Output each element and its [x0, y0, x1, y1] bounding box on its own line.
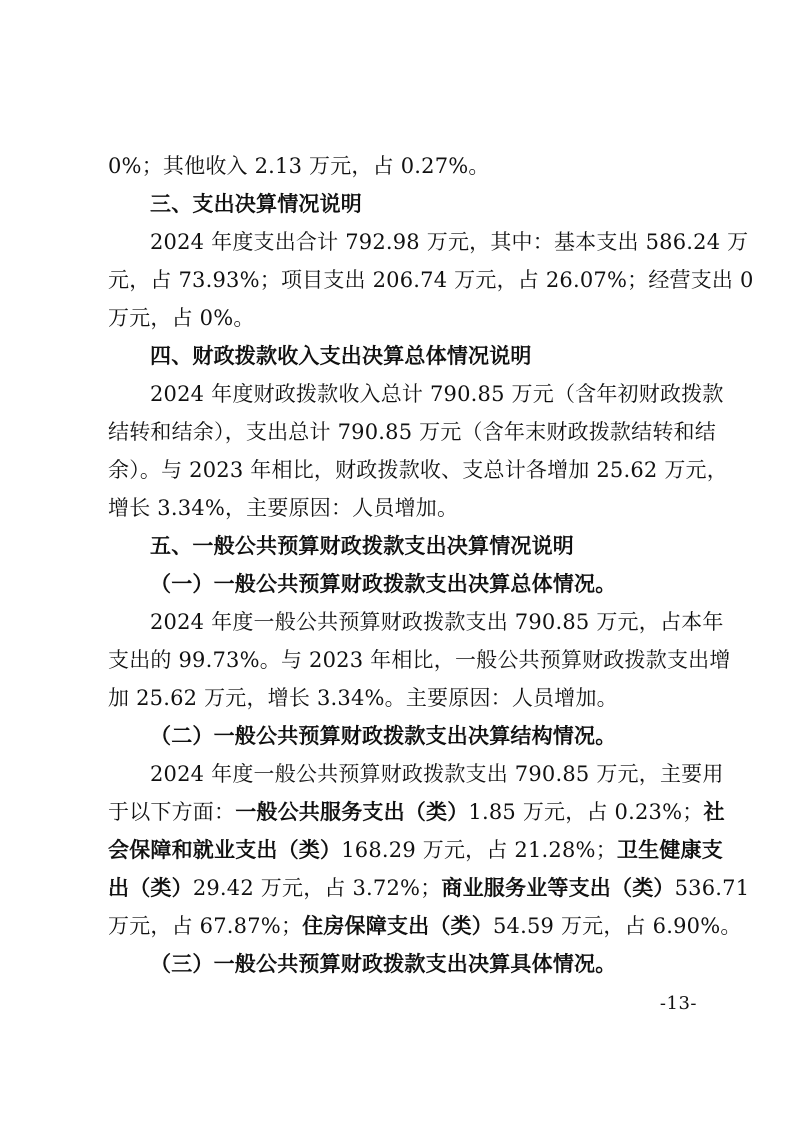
- paragraph-line: 元，占 73.93%；项目支出 206.74 万元，占 26.07%；经营支出 0: [108, 268, 754, 292]
- paragraph-line: [108, 874, 750, 902]
- subsection-heading-details: （三）一般公共预算财政拨款支出决算具体情况。: [150, 952, 617, 976]
- paragraph-line: [108, 836, 723, 864]
- text-run: 54.59 万元，占 6.90%。: [492, 914, 742, 938]
- text-run: 1.85 万元，占 0.23%；: [468, 800, 704, 824]
- category-label: 一般公共服务支出（类）: [235, 800, 469, 824]
- text-run: 29.42 万元，占 3.72%；: [192, 876, 442, 900]
- paragraph-line: 结转和结余），支出总计 790.85 万元（含年末财政拨款结转和结: [108, 420, 716, 444]
- category-label: 会保障和就业支出（类）: [108, 838, 342, 862]
- section-heading-general-budget: 五、一般公共预算财政拨款支出决算情况说明: [150, 534, 574, 558]
- text-run: 万元，占 67.87%；: [108, 914, 303, 938]
- section-heading-fiscal-total: 四、财政拨款收入支出决算总体情况说明: [150, 344, 532, 368]
- category-label: 商业服务业等支出（类）: [441, 876, 675, 900]
- paragraph-line: 增长 3.34%，主要原因：人员增加。: [108, 496, 459, 520]
- paragraph-line: 2024 年度财政拨款收入总计 790.85 万元（含年初财政拨款: [150, 382, 724, 406]
- paragraph-line: [108, 912, 742, 940]
- category-label: 卫生健康支: [616, 838, 723, 862]
- category-label: 出（类）: [108, 876, 193, 900]
- text-run: 168.29 万元，占 21.28%；: [341, 838, 617, 862]
- subsection-heading-overall: （一）一般公共预算财政拨款支出决算总体情况。: [150, 572, 617, 596]
- paragraph-line: 2024 年度一般公共预算财政拨款支出 790.85 万元，占本年: [150, 610, 724, 634]
- text-run: 536.71: [674, 876, 750, 900]
- subsection-heading-structure: （二）一般公共预算财政拨款支出决算结构情况。: [150, 724, 617, 748]
- page-number: -13-: [659, 993, 697, 1014]
- paragraph-line: 2024 年度支出合计 792.98 万元，其中：基本支出 586.24 万: [150, 230, 749, 254]
- paragraph-line: 加 25.62 万元，增长 3.34%。主要原因：人员增加。: [108, 686, 618, 710]
- category-label: 社: [703, 800, 725, 824]
- paragraph-line: [108, 798, 725, 826]
- paragraph-line: 支出的 99.73%。与 2023 年相比，一般公共预算财政拨款支出增: [108, 648, 731, 672]
- paragraph-line: 万元，占 0%。: [108, 306, 255, 330]
- section-heading-expenditure: 三、支出决算情况说明: [150, 192, 362, 216]
- text-run: 于以下方面：: [108, 800, 236, 824]
- paragraph-line: 2024 年度一般公共预算财政拨款支出 790.85 万元，主要用: [150, 762, 724, 786]
- paragraph-line: 余）。与 2023 年相比，财政拨款收、支总计各增加 25.62 万元，: [108, 458, 728, 482]
- category-label: 住房保障支出（类）: [302, 914, 493, 938]
- paragraph-line: 0%；其他收入 2.13 万元，占 0.27%。: [108, 154, 490, 178]
